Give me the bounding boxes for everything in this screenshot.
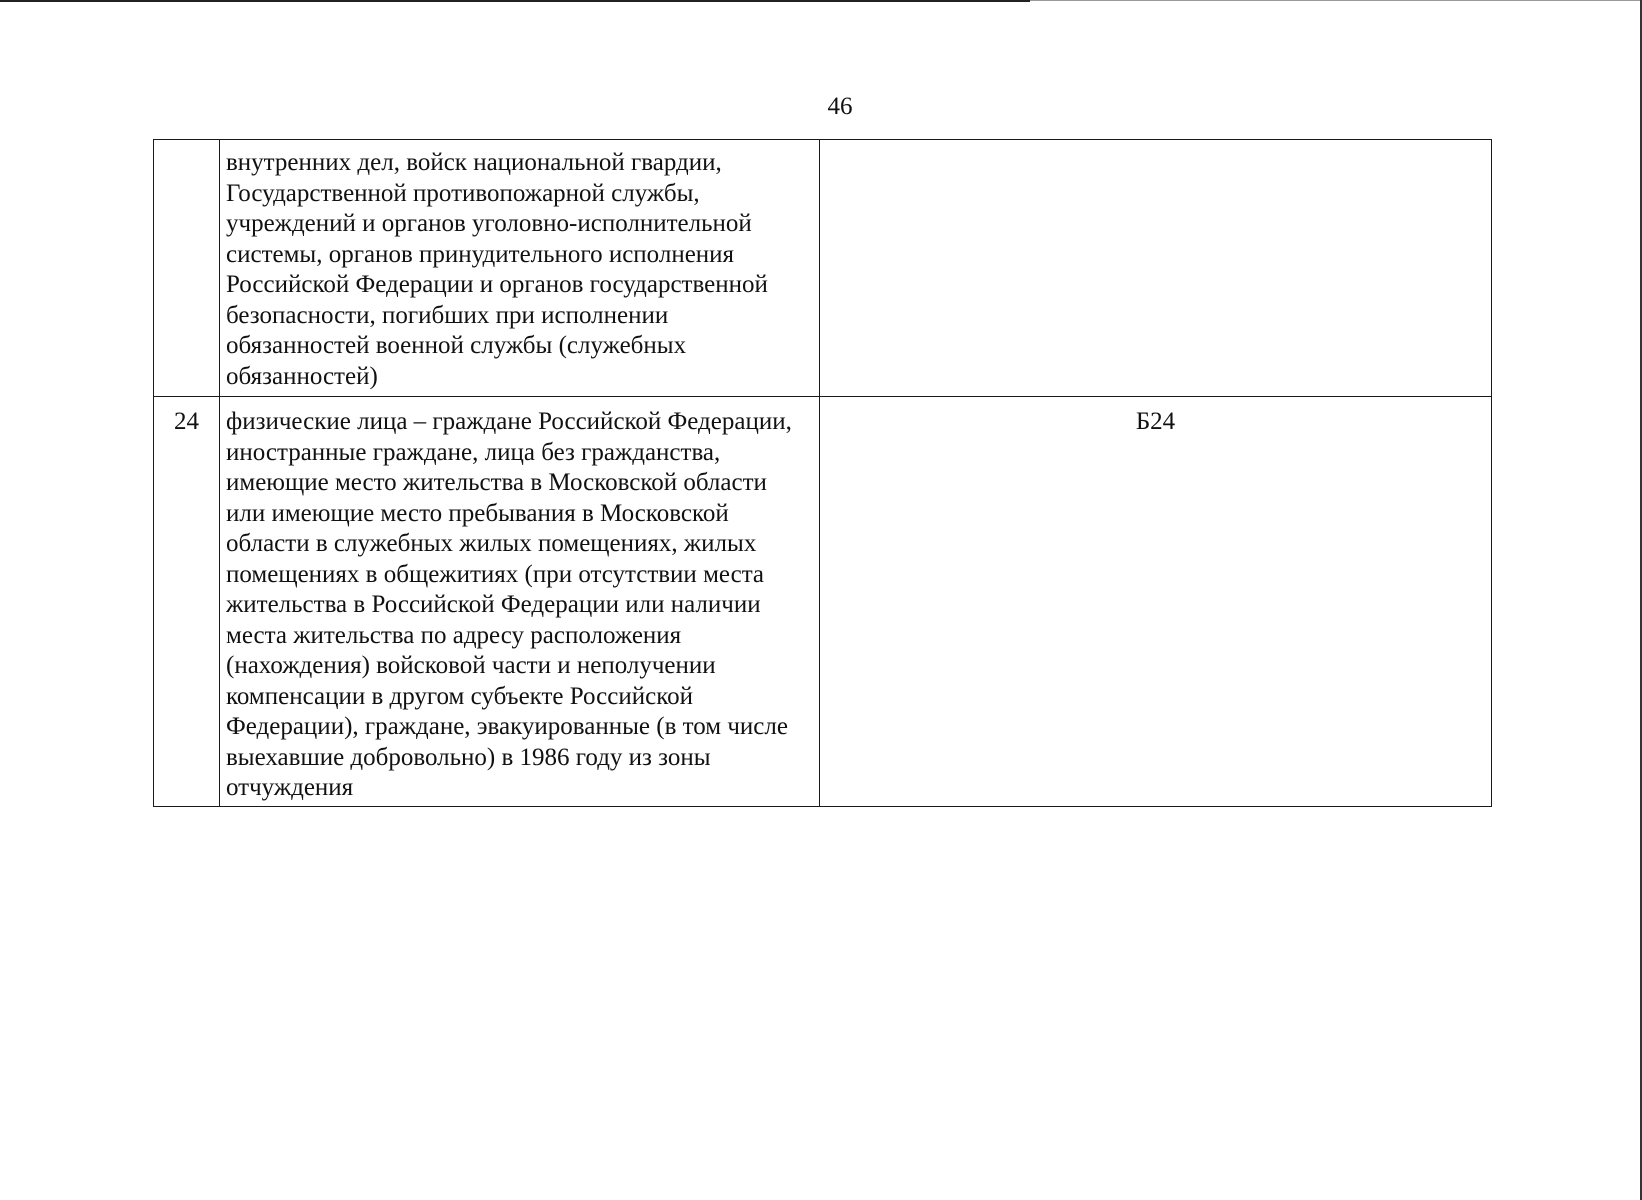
row-number-cell: 24 <box>154 397 220 807</box>
registry-table <box>153 139 1492 807</box>
scan-top-edge <box>0 0 1030 2</box>
row-number-cell <box>154 140 220 397</box>
scan-top-edge-faint <box>1030 0 1642 1</box>
table-row <box>154 140 1492 397</box>
table-row <box>154 397 1492 807</box>
page-number: 46 <box>827 93 853 120</box>
code-cell <box>820 140 1492 397</box>
category-cell: физические лица – граждане Российской Федерации, иностранные граждане, лица без гражданства, имеющие место жительства в Московской области или имеющие место пребывания в Московской области в служебных жилых помещениях, жилых помещениях в общежитиях (при отсутствии места жительства в Российской Федерации или наличии места жительства по адресу расположения (нахождения) войсковой части и неполучении компенсации в другом субъекте Российской Федерации), граждане, эвакуированные (в том числе выехавшие добровольно) в 1986 году из зоны отчуждения <box>220 397 820 807</box>
code-cell: Б24 <box>820 397 1492 807</box>
category-cell: внутренних дел, войск национальной гвардии, Государственной противопожарной службы, учреждений и органов уголовно-исполнительной системы, органов принудительного исполнения Российской Федерации и органов государственной безопасности, погибших при исполнении обязанностей военной службы (служебных обязанностей) <box>220 140 820 397</box>
